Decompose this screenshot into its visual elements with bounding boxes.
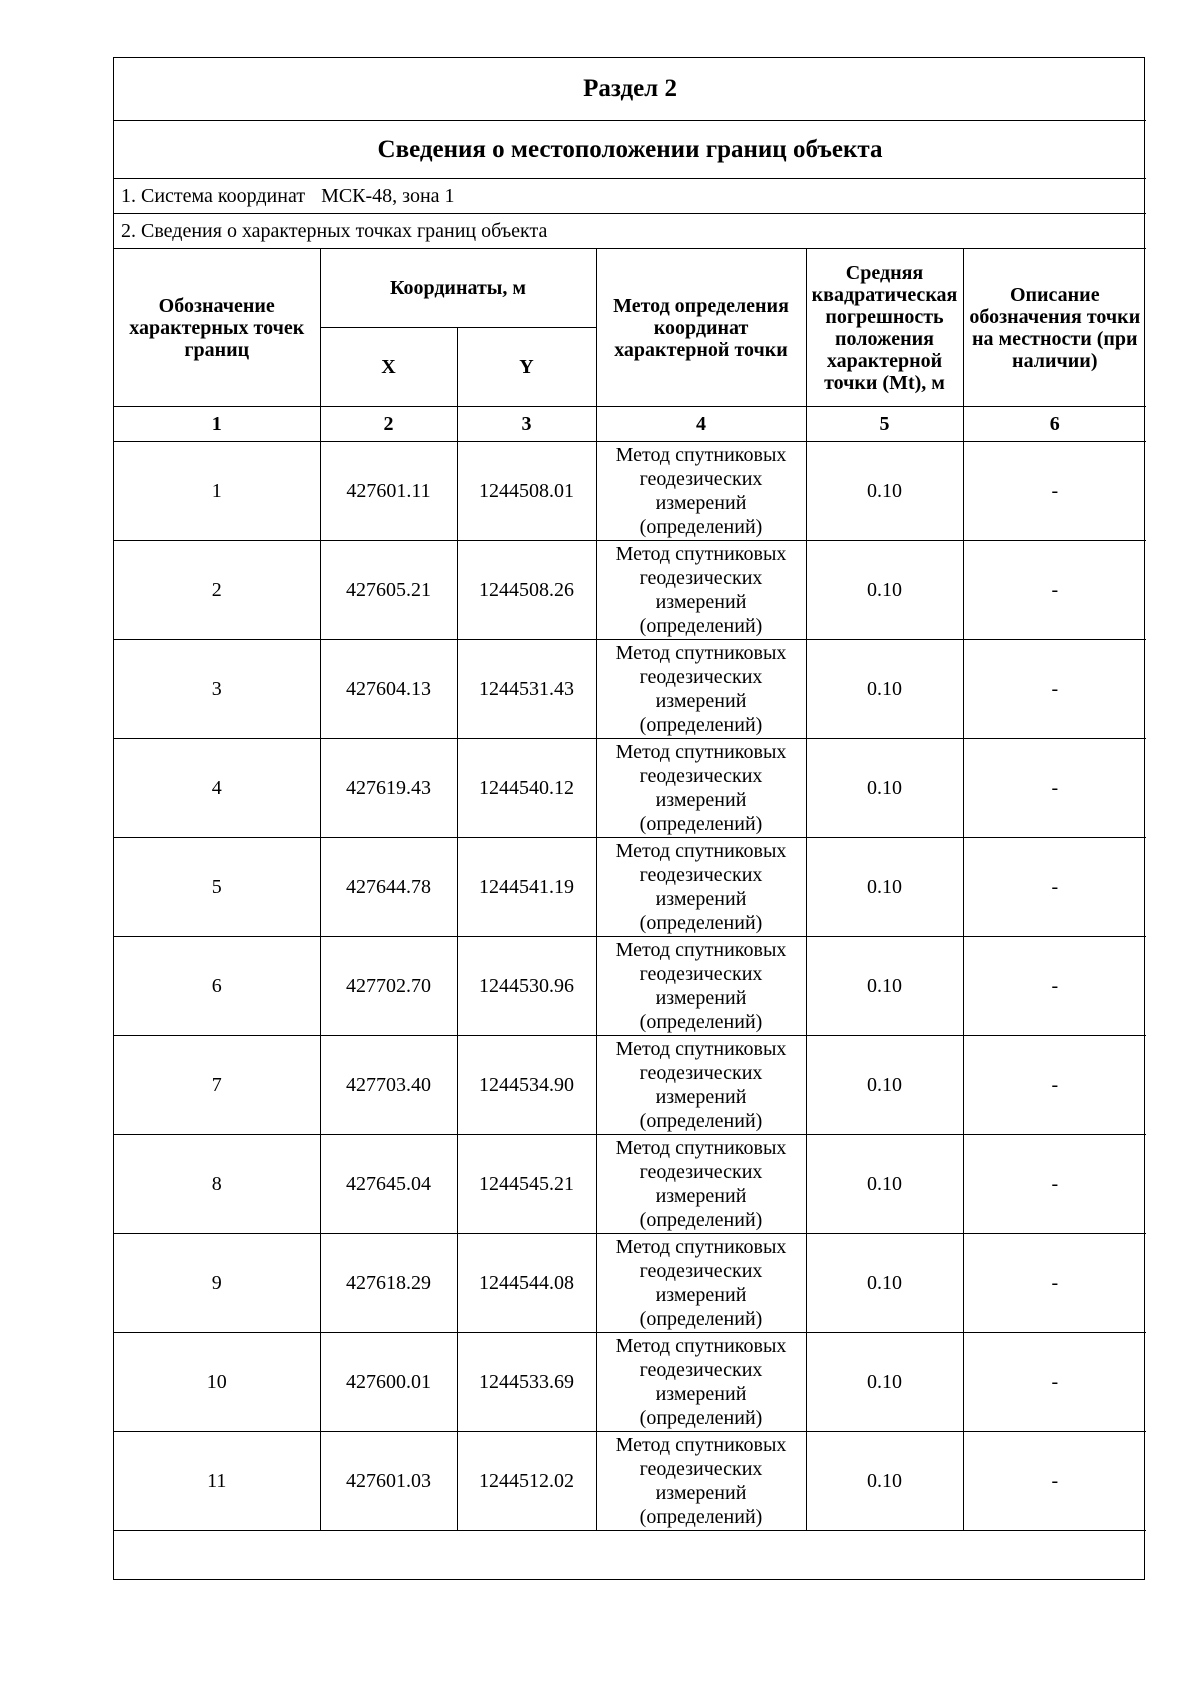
y-coordinate-cell: 1244533.69 bbox=[457, 1333, 596, 1432]
column-number: 4 bbox=[596, 407, 806, 442]
coord-system-row bbox=[114, 179, 1146, 214]
point-designation-cell: 8 bbox=[114, 1135, 320, 1234]
description-cell: - bbox=[963, 1432, 1146, 1531]
error-cell: 0.10 bbox=[806, 1135, 963, 1234]
x-coordinate-cell: 427645.04 bbox=[320, 1135, 457, 1234]
y-coordinate-cell: 1244541.19 bbox=[457, 838, 596, 937]
column-number: 2 bbox=[320, 407, 457, 442]
error-cell: 0.10 bbox=[806, 1036, 963, 1135]
points-caption: 2. Сведения о характерных точках границ объекта bbox=[114, 214, 1146, 249]
table-row bbox=[114, 640, 1146, 739]
section-title: Раздел 2 bbox=[114, 58, 1146, 121]
method-cell: Метод спутниковых геодезических измерений (определений) bbox=[596, 1234, 806, 1333]
method-cell: Метод спутниковых геодезических измерений (определений) bbox=[596, 937, 806, 1036]
y-coordinate-cell: 1244530.96 bbox=[457, 937, 596, 1036]
table-row bbox=[114, 541, 1146, 640]
x-coordinate-cell: 427619.43 bbox=[320, 739, 457, 838]
column-number: 6 bbox=[963, 407, 1146, 442]
point-designation-cell: 7 bbox=[114, 1036, 320, 1135]
coord-system-value: МСК-48, зона 1 bbox=[321, 184, 455, 207]
title-row bbox=[114, 58, 1146, 121]
y-coordinate-cell: 1244508.26 bbox=[457, 541, 596, 640]
description-cell: - bbox=[963, 937, 1146, 1036]
error-cell: 0.10 bbox=[806, 1234, 963, 1333]
method-cell: Метод спутниковых геодезических измерений (определений) bbox=[596, 1135, 806, 1234]
error-cell: 0.10 bbox=[806, 739, 963, 838]
table-row bbox=[114, 442, 1146, 541]
empty-footer-cell bbox=[114, 1531, 1146, 1580]
x-coordinate-cell: 427600.01 bbox=[320, 1333, 457, 1432]
description-cell: - bbox=[963, 1234, 1146, 1333]
header-designation: Обозначение характерных точек границ bbox=[114, 249, 320, 407]
document-sheet bbox=[113, 57, 1145, 1580]
x-coordinate-cell: 427601.11 bbox=[320, 442, 457, 541]
point-designation-cell: 11 bbox=[114, 1432, 320, 1531]
error-cell: 0.10 bbox=[806, 640, 963, 739]
section-subtitle: Сведения о местоположении границ объекта bbox=[114, 121, 1146, 179]
header-y: Y bbox=[457, 328, 596, 407]
x-coordinate-cell: 427702.70 bbox=[320, 937, 457, 1036]
y-coordinate-cell: 1244508.01 bbox=[457, 442, 596, 541]
points-caption-row bbox=[114, 214, 1146, 249]
table-row bbox=[114, 739, 1146, 838]
method-cell: Метод спутниковых геодезических измерений (определений) bbox=[596, 739, 806, 838]
table-row bbox=[114, 1432, 1146, 1531]
table-row bbox=[114, 937, 1146, 1036]
x-coordinate-cell: 427604.13 bbox=[320, 640, 457, 739]
point-designation-cell: 5 bbox=[114, 838, 320, 937]
method-cell: Метод спутниковых геодезических измерений (определений) bbox=[596, 442, 806, 541]
y-coordinate-cell: 1244534.90 bbox=[457, 1036, 596, 1135]
description-cell: - bbox=[963, 640, 1146, 739]
header-method: Метод определения координат характерной точки bbox=[596, 249, 806, 407]
description-cell: - bbox=[963, 1036, 1146, 1135]
point-designation-cell: 1 bbox=[114, 442, 320, 541]
point-designation-cell: 4 bbox=[114, 739, 320, 838]
column-number: 3 bbox=[457, 407, 596, 442]
method-cell: Метод спутниковых геодезических измерений (определений) bbox=[596, 640, 806, 739]
y-coordinate-cell: 1244531.43 bbox=[457, 640, 596, 739]
x-coordinate-cell: 427601.03 bbox=[320, 1432, 457, 1531]
empty-footer-row bbox=[114, 1531, 1146, 1580]
y-coordinate-cell: 1244544.08 bbox=[457, 1234, 596, 1333]
error-cell: 0.10 bbox=[806, 1432, 963, 1531]
description-cell: - bbox=[963, 442, 1146, 541]
description-cell: - bbox=[963, 739, 1146, 838]
point-designation-cell: 2 bbox=[114, 541, 320, 640]
error-cell: 0.10 bbox=[806, 1333, 963, 1432]
description-cell: - bbox=[963, 1135, 1146, 1234]
column-number-row bbox=[114, 407, 1146, 442]
method-cell: Метод спутниковых геодезических измерений (определений) bbox=[596, 838, 806, 937]
y-coordinate-cell: 1244545.21 bbox=[457, 1135, 596, 1234]
column-number: 5 bbox=[806, 407, 963, 442]
header-error: Средняя квадратическая погрешность положения характерной точки (Mt), м bbox=[806, 249, 963, 407]
coord-system-label: 1. Система координат bbox=[121, 184, 306, 207]
error-cell: 0.10 bbox=[806, 838, 963, 937]
header-x: X bbox=[320, 328, 457, 407]
boundary-points-table bbox=[114, 58, 1146, 1579]
point-designation-cell: 6 bbox=[114, 937, 320, 1036]
error-cell: 0.10 bbox=[806, 541, 963, 640]
table-row bbox=[114, 1036, 1146, 1135]
x-coordinate-cell: 427605.21 bbox=[320, 541, 457, 640]
header-coords: Координаты, м bbox=[320, 249, 596, 328]
table-row bbox=[114, 838, 1146, 937]
column-number: 1 bbox=[114, 407, 320, 442]
description-cell: - bbox=[963, 1333, 1146, 1432]
description-cell: - bbox=[963, 541, 1146, 640]
description-cell: - bbox=[963, 838, 1146, 937]
y-coordinate-cell: 1244540.12 bbox=[457, 739, 596, 838]
point-designation-cell: 9 bbox=[114, 1234, 320, 1333]
error-cell: 0.10 bbox=[806, 442, 963, 541]
coord-system-cell bbox=[114, 179, 1146, 214]
error-cell: 0.10 bbox=[806, 937, 963, 1036]
header-row-1 bbox=[114, 249, 1146, 328]
subtitle-row bbox=[114, 121, 1146, 179]
method-cell: Метод спутниковых геодезических измерений (определений) bbox=[596, 1333, 806, 1432]
table-row bbox=[114, 1135, 1146, 1234]
x-coordinate-cell: 427618.29 bbox=[320, 1234, 457, 1333]
header-description: Описание обозначения точки на местности (при наличии) bbox=[963, 249, 1146, 407]
y-coordinate-cell: 1244512.02 bbox=[457, 1432, 596, 1531]
method-cell: Метод спутниковых геодезических измерений (определений) bbox=[596, 541, 806, 640]
table-row bbox=[114, 1333, 1146, 1432]
method-cell: Метод спутниковых геодезических измерений (определений) bbox=[596, 1036, 806, 1135]
point-designation-cell: 10 bbox=[114, 1333, 320, 1432]
x-coordinate-cell: 427703.40 bbox=[320, 1036, 457, 1135]
x-coordinate-cell: 427644.78 bbox=[320, 838, 457, 937]
method-cell: Метод спутниковых геодезических измерений (определений) bbox=[596, 1432, 806, 1531]
point-designation-cell: 3 bbox=[114, 640, 320, 739]
table-row bbox=[114, 1234, 1146, 1333]
